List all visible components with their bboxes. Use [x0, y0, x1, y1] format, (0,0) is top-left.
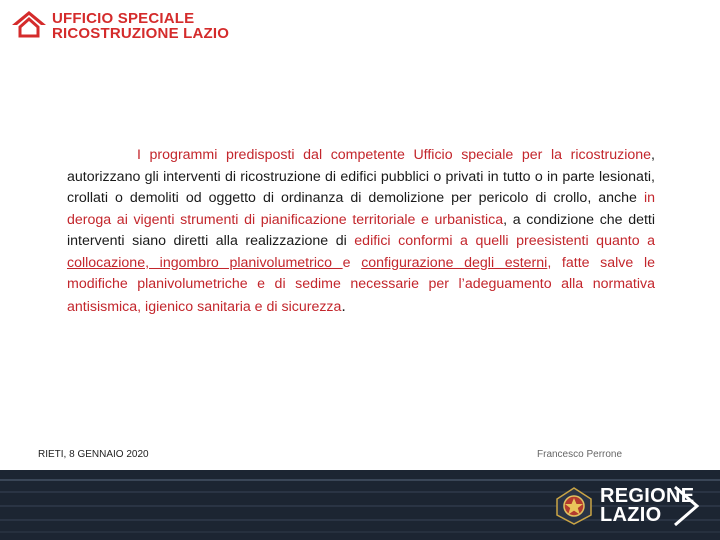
text-period: . [341, 297, 346, 315]
text-red-2: in deroga ai vigenti strumenti di pianificazione territoriale e urbanistica [67, 190, 655, 228]
text-underlined-2: configurazione degli esterni [361, 254, 548, 271]
place-date: RIETI, 8 GENNAIO 2020 [38, 449, 149, 460]
brand-line-2: LAZIO [600, 504, 662, 526]
text-normal-2: , a condizione che detti interventi siano diretti alla realizzazione di [67, 211, 656, 249]
text-red-3: edifici conformi a quelli preesistenti quanto a [354, 233, 655, 249]
logo-text [52, 11, 229, 41]
logo-line-2: RICOSTRUZIONE LAZIO [52, 25, 230, 42]
text-normal-1: , autorizzano gli interventi di ricostruzione di edifici pubblici o privati in tutto o in parte lesionati, crollati o demoliti od oggetto di ordinanza di demolizione per pericolo di crollo, anche [67, 147, 655, 206]
brand-line-1: REGIONE [600, 485, 695, 507]
author-name: Francesco Perrone [537, 449, 623, 460]
text-red-1: I programmi predisposti dal competente Ufficio speciale per la ricostruzione [137, 147, 652, 163]
main-paragraph [67, 145, 655, 318]
chevron-right-icon [672, 484, 702, 528]
text-red-5: , fatte salve le modifiche planivolumetriche e di sedime necessarie per l’adeguamento alla normativa antisismica, igienico sanitaria e di sicurezza [67, 254, 655, 315]
regione-lazio-emblem-icon [556, 487, 592, 525]
text-underlined-1: collocazione, ingombro planivolumetrico [67, 254, 343, 271]
ufficio-speciale-logo [10, 9, 240, 43]
logo-line-1: UFFICIO SPECIALE [52, 10, 195, 27]
text-red-4: e [342, 254, 362, 271]
house-roof-icon [10, 9, 48, 39]
